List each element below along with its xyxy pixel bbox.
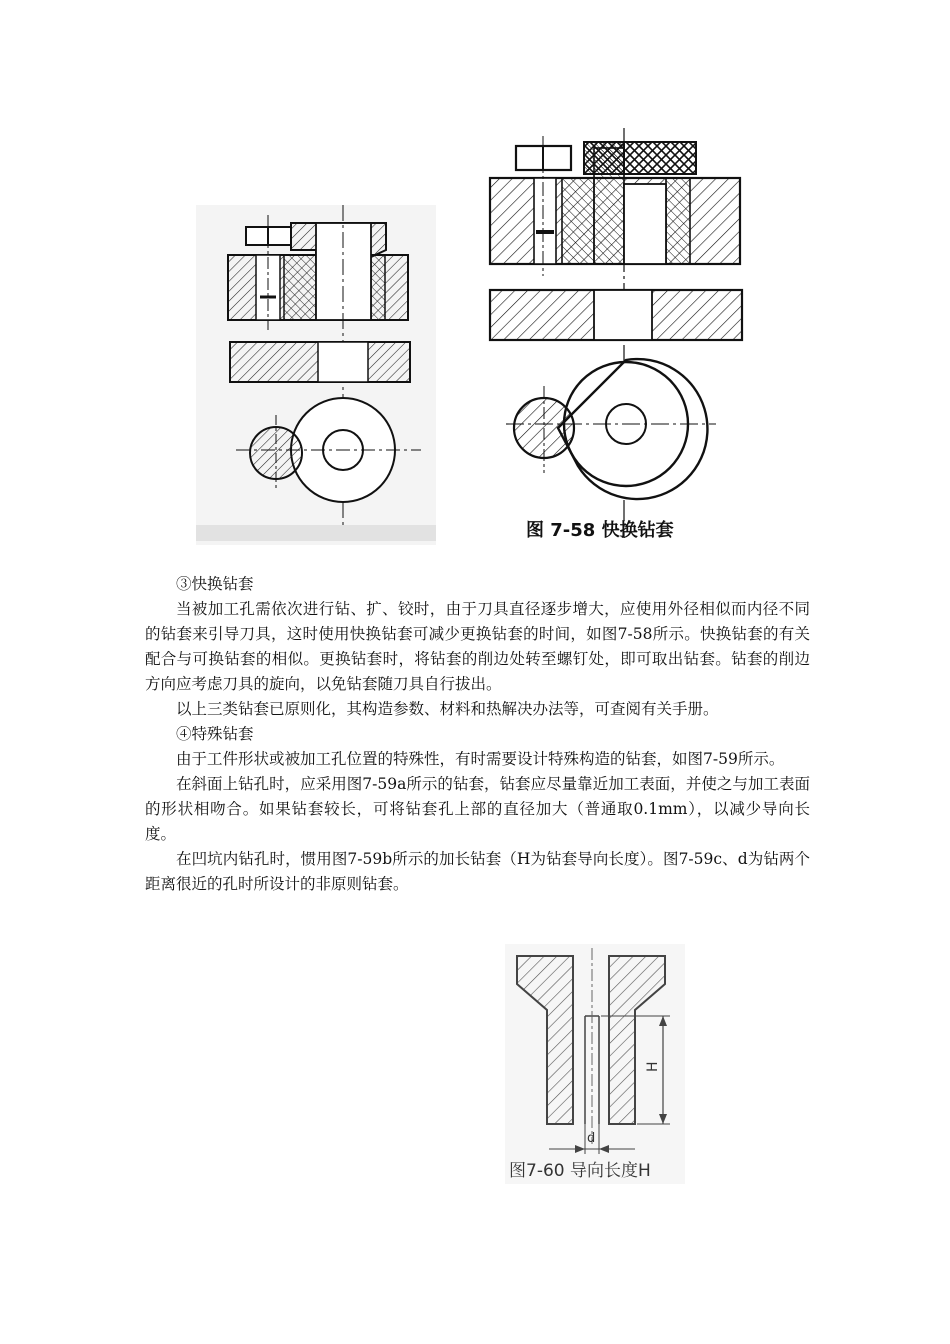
paragraph-1: 当被加工孔需依次进行钻、扩、铰时，由于刀具直径逐步增大，应使用外径相似而内径不同的钻套来引导刀具，这时使用快换钻套可减少更换钻套的时间，如图7-58所示。快换钻套的有关配合与可换钻套的相似。更换钻套时，将钻套的削边处转至螺钉处，即可取出钻套。钻套的削边方向应考虑刀具的旋向，以免钻套随刀具自行拔出。	[145, 600, 810, 693]
heading-special: ④特殊钻套	[176, 725, 254, 743]
paragraph-2: 以上三类钻套已原则化，其构造参数、材料和热解决办法等，可查阅有关手册。	[176, 700, 719, 718]
figure-right	[486, 128, 746, 546]
dimension-d-label: d	[587, 1131, 596, 1146]
figure-left	[196, 205, 436, 545]
figure-bottom	[505, 944, 685, 1184]
dimension-h-label: H	[645, 1061, 661, 1072]
figure-bottom-caption: 图7-60 导向长度H	[509, 1161, 651, 1181]
paragraph-3: 由于工件形状或被加工孔位置的特殊性，有时需要设计特殊构造的钻套，如图7-59所示。	[176, 750, 785, 768]
figure-bottom-drawing	[505, 944, 685, 1184]
figure-right-drawing	[486, 128, 746, 546]
figure-right-caption: 图 7-58 快换钻套	[526, 520, 674, 541]
heading-quick-change: ③快换钻套	[176, 575, 254, 593]
body-text	[145, 572, 810, 897]
paragraph-4: 在斜面上钻孔时，应采用图7-59a所示的钻套，钻套应尽量靠近加工表面，并使之与加工表面的形状相吻合。如果钻套较长，可将钻套孔上部的直径加大（普通取0.1mm），以减少导向长度。	[145, 775, 810, 843]
figure-left-drawing	[196, 205, 436, 545]
paragraph-5: 在凹坑内钻孔时，惯用图7-59b所示的加长钻套（H为钻套导向长度）。图7-59c、d为钻两个距离很近的孔时所设计的非原则钻套。	[145, 850, 810, 893]
